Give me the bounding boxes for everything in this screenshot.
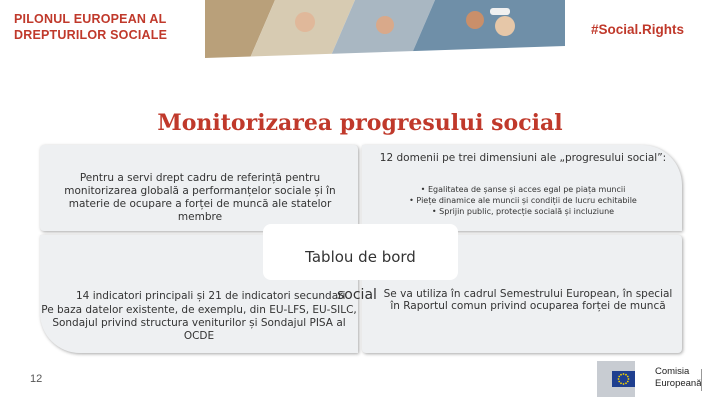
semester-usage-text: Se va utiliza în cadrul Semestrului European, în special în Raportul comun privind ocuparea forței de muncă (383, 288, 673, 312)
data-sources-text: Pe baza datelor existente, de exemplu, din EU-LFS, EU-SILC, Sondajul privind structura veniturilor și Sondajul PISA al OCDE (41, 304, 357, 342)
dimension-item: • Sprijin public, protecție socială și incluziune (431, 207, 615, 216)
dimensions-list (378, 184, 668, 217)
scoreboard-label: Tablou de bord (305, 248, 416, 266)
page-number: 12 (30, 373, 43, 385)
scoreboard-label-overflow: social (337, 287, 377, 303)
logo-text: Comisia Europeană (655, 366, 702, 389)
header-photo-collage (205, 0, 565, 58)
page-title: Monitorizarea progresului social (157, 110, 563, 136)
european-commission-logo (597, 361, 717, 397)
eu-flag-icon (612, 371, 635, 387)
social-rights-hashtag: #Social.Rights (590, 22, 684, 37)
logo-divider (701, 369, 702, 391)
dimension-item: • Egalitatea de șanse și acces egal pe piața muncii (420, 185, 626, 194)
pillar-title: PILONUL EUROPEAN AL DREPTURILOR SOCIALE (14, 12, 168, 42)
indicators-text: 14 indicatori principali și 21 de indicatori secundari (76, 290, 346, 302)
dimension-item: • Piețe dinamice ale muncii și condiții de lucru echitabile (409, 196, 637, 205)
dimensions-heading: 12 domenii pe trei dimensiuni ale „progresului social”: (379, 152, 667, 164)
reference-framework-text: Pentru a servi drept cadru de referință pentru monitorizarea globală a performanțelor sociale și în materie de ocupare a forței de muncă ale statelor membre (64, 172, 336, 223)
